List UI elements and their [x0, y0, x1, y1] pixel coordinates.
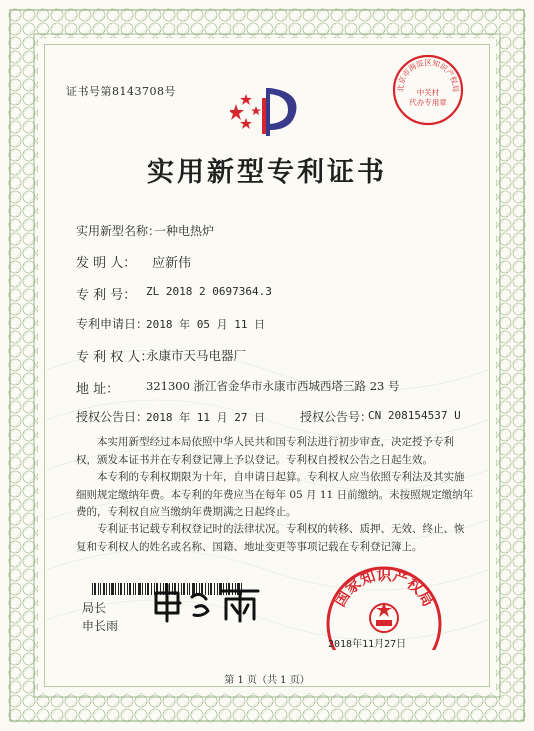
cnipa-logo-icon [230, 84, 302, 140]
director-name: 申长雨 [82, 619, 119, 633]
patentee-label: 专 利 权 人： [76, 350, 154, 365]
svg-text:代办专用章: 代办专用章 [409, 98, 447, 107]
grant-announce-no-value: CN 208154537 U [368, 409, 461, 422]
agency-stamp [391, 53, 465, 127]
patent-number-value: ZL 2018 2 0697364.3 [146, 285, 272, 298]
application-date-value: 2018 年 05 月 11 日 [146, 318, 266, 331]
utility-model-name-value: 一种电热炉 [154, 224, 215, 238]
body-paragraph-3: 专利证书记载专利权登记时的法律状况。专利权的转移、质押、无效、终止、恢复和专利权人的姓名或名称、国籍、地址变更等事项记载在专利登记簿上。 [76, 523, 465, 553]
seal-date: 2018年11月27日 [328, 639, 407, 650]
body-paragraph-1: 本实用新型经过本局依照中华人民共和国专利法进行初步审查，决定授予专利权，颁发本证书并在专利登记簿上予以登记。专利权自授权公告之日起生效。 [76, 436, 454, 466]
handwritten-signature [150, 583, 270, 623]
grant-announce-no-label: 授权公告号： [300, 410, 373, 424]
body-paragraph-2: 本专利的专利权期限为十年，自申请日起算。专利权人应当依照专利法及其实施细则规定缴纳年费。本专利的年费应当在每年 05 月 11 日前缴纳。未按照规定缴纳年费的，专利权自应当缴纳年费期满之日起终止。 [76, 471, 474, 519]
address-label: 地 址： [76, 382, 120, 397]
grant-date-value: 2018 年 11 月 27 日 [146, 411, 266, 424]
svg-text:北京市海淀区知识产权局: 北京市海淀区知识产权局 [395, 58, 461, 93]
inventor-label: 发 明 人： [76, 256, 137, 271]
grant-date-label: 授权公告日： [76, 410, 149, 424]
director-title: 局长 [82, 601, 107, 615]
page-number: 第 1 页（共 1 页） [224, 675, 310, 686]
utility-model-name-label: 实用新型名称： [76, 224, 161, 238]
inventor-value: 应新伟 [152, 256, 192, 271]
address-value: 321300 浙江省金华市永康市西城西塔三路 23 号 [146, 379, 400, 393]
application-date-label: 专利申请日： [76, 317, 149, 331]
svg-text:中关村: 中关村 [416, 88, 440, 97]
certificate-number: 证书号第8143708号 [66, 85, 176, 98]
certificate-title: 实用新型专利证书 [147, 157, 387, 188]
patentee-value: 永康市天马电器厂 [146, 348, 247, 363]
svg-text:国家知识产权局: 国家知识产权局 [330, 566, 438, 610]
patent-number-label: 专 利 号： [76, 288, 137, 303]
